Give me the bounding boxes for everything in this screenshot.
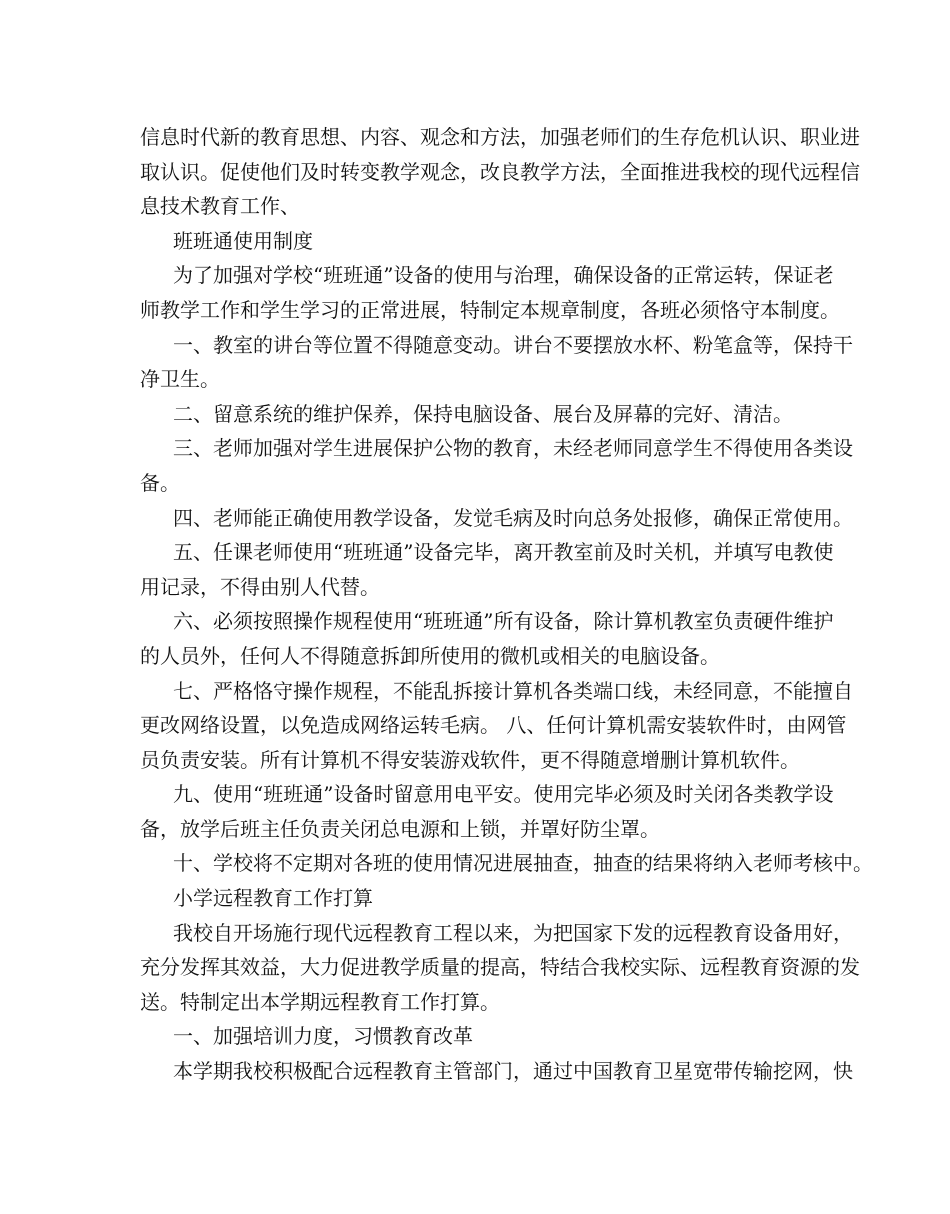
text-line: 七、严格恪守操作规程，不能乱拆接计算机各类端口线，未经同意，不能擅自	[173, 678, 853, 703]
document-body	[140, 120, 873, 1089]
text-line: 六、必须按照操作规程使用“班班通”所有设备，除计算机教室负责硬件维护	[173, 609, 834, 634]
text-line: 一、加强培训力度，习惯教育改革	[173, 1024, 473, 1049]
text-line: 师教学工作和学生学习的正常进展，特制定本规章制度，各班必须恪守本制度。	[140, 297, 840, 322]
text-line: 净卫生。	[140, 367, 220, 392]
text-line: 小学远程教育工作打算	[173, 886, 373, 911]
text-line: 送。特制定出本学期远程教育工作打算。	[140, 989, 500, 1014]
text-line: 充分发挥其效益，大力促进教学质量的提高，特结合我校实际、远程教育资源的发	[140, 955, 860, 980]
text-line: 一、教室的讲台等位置不得随意变动。讲台不要摆放水杯、粉笔盒等，保持干	[173, 332, 853, 357]
text-line: 更改网络设置，以免造成网络运转毛病。 八、任何计算机需安装软件时，由网管	[140, 713, 847, 738]
text-line: 十、学校将不定期对各班的使用情况进展抽查，抽查的结果将纳入老师考核中。	[173, 851, 873, 876]
text-line: 四、老师能正确使用教学设备，发觉毛病及时向总务处报修，确保正常使用。	[173, 505, 853, 530]
text-line: 班班通使用制度	[173, 228, 313, 253]
text-line: 为了加强对学校“班班通”设备的使用与治理，确保设备的正常运转，保证老	[173, 263, 834, 288]
text-line: 五、任课老师使用“班班通”设备完毕，离开教室前及时关机，并填写电教使	[173, 540, 834, 565]
text-line: 二、留意系统的维护保养，保持电脑设备、展台及屏幕的完好、清洁。	[173, 401, 793, 426]
text-line: 用记录，不得由别人代替。	[140, 574, 380, 599]
text-line: 取认识。促使他们及时转变教学观念，改良教学方法，全面推进我校的现代远程信	[140, 159, 860, 184]
text-line: 备。	[140, 470, 180, 495]
text-line: 息技术教育工作、	[140, 194, 300, 219]
text-line: 信息时代新的教育思想、内容、观念和方法，加强老师们的生存危机认识、职业进	[140, 125, 860, 149]
text-line: 九、使用“班班通”设备时留意用电平安。使用完毕必须及时关闭各类教学设	[173, 782, 834, 807]
text-line: 三、老师加强对学生进展保护公物的教育，未经老师同意学生不得使用各类设	[173, 436, 853, 461]
text-line: 我校自开场施行现代远程教育工程以来，为把国家下发的远程教育设备用好，	[173, 920, 853, 945]
text-line: 的人员外，任何人不得随意拆卸所使用的微机或相关的电脑设备。	[140, 643, 720, 668]
text-line: 备，放学后班主任负责关闭总电源和上锁，并罩好防尘罩。	[140, 816, 660, 841]
text-line: 本学期我校积极配合远程教育主管部门，通过中国教育卫星宽带传输挖网，快	[173, 1059, 853, 1084]
text-line: 员负责安装。所有计算机不得安装游戏软件，更不得随意增删计算机软件。	[140, 747, 800, 772]
